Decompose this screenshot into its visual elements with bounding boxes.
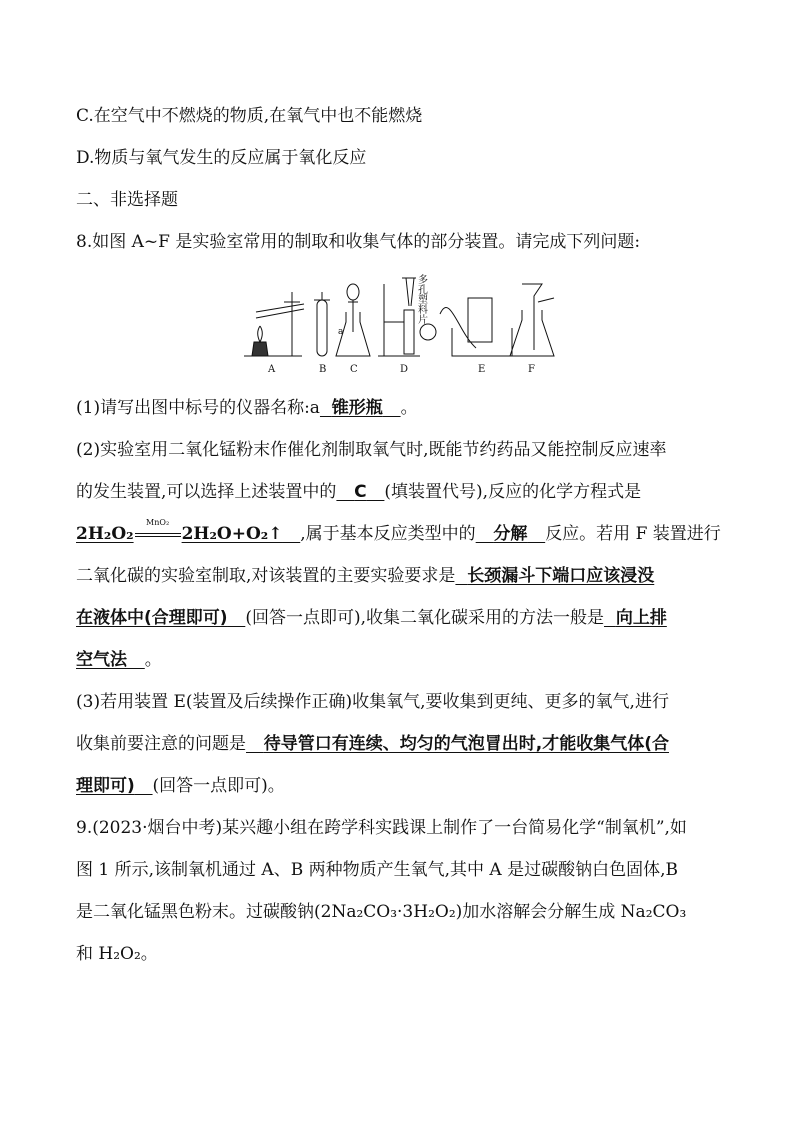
question-9-line2: 图 1 所示,该制氧机通过 A、B 两种物质产生氧气,其中 A 是过碳酸钠白色固体,B (76, 860, 678, 880)
question-9-line4: 和 H₂O₂。 (76, 944, 158, 964)
q8-part2-line3: 2H₂O₂ MnO₂ 2H₂O+O₂↑ ,属于基本反应类型中的 分解 反应。若用 F 装置进行 (76, 518, 721, 544)
q8-part3-line3: 理即可) (回答一点即可)。 (76, 776, 285, 796)
q8-part3-line2: 收集前要注意的问题是 待导管口有连续、均匀的气泡冒出时,才能收集气体(合 (76, 734, 669, 754)
section-heading: 二、非选择题 (76, 190, 178, 210)
q8-part2-line2: 的发生装置,可以选择上述装置中的 C (填装置代号),反应的化学方程式是 (76, 482, 642, 502)
label-C: C (350, 364, 358, 374)
answer-blank: 分解 (493, 524, 528, 544)
answer-blank: 锥形瓶 (331, 398, 383, 418)
label-D: D (400, 364, 409, 374)
option-c: C.在空气中不燃烧的物质,在氧气中也不能燃烧 (76, 106, 423, 126)
porous-plate-label: 多孔塑料片 (415, 274, 427, 324)
q8-part2-line4: 二氧化碳的实验室制取,对该装置的主要实验要求是 长颈漏斗下端口应该浸没 (76, 566, 655, 586)
label-F: F (528, 364, 535, 374)
question-8-stem: 8.如图 A~F 是实验室常用的制取和收集气体的部分装置。请完成下列问题: (76, 232, 641, 252)
apparatus-figure (240, 262, 560, 374)
question-9-line3: 是二氧化锰黑色粉末。过碳酸钠(2Na₂CO₃·3H₂O₂)加水溶解会分解生成 Na₂CO₃ (76, 902, 687, 922)
answer-blank: 理即可) (76, 776, 135, 796)
answer-blank: C (354, 482, 367, 502)
option-d: D.物质与氧气发生的反应属于氧化反应 (76, 148, 367, 168)
label-A: A (268, 364, 276, 374)
chemical-equation: 2H₂O₂ MnO₂ 2H₂O+O₂↑ (76, 518, 283, 544)
q8-part2-line5: 在液体中(合理即可) (回答一点即可),收集二氧化碳采用的方法一般是 向上排 (76, 608, 667, 628)
label-E: E (478, 364, 486, 374)
answer-blank: 待导管口有连续、均匀的气泡冒出时,才能收集气体(合 (263, 734, 669, 754)
answer-blank: 在液体中(合理即可) (76, 608, 228, 628)
q8-part3-line1: (3)若用装置 E(装置及后续操作正确)收集氧气,要收集到更纯、更多的氧气,进行 (76, 692, 669, 712)
svg-text:a: a (338, 327, 344, 337)
label-B: B (319, 364, 327, 374)
answer-blank: 向上排 (615, 608, 667, 628)
answer-blank: 长颈漏斗下端口应该浸没 (467, 566, 655, 586)
q8-part2-line1: (2)实验室用二氧化锰粉末作催化剂制取氧气时,既能节约药品又能控制反应速率 (76, 440, 667, 460)
q8-part1: (1)请写出图中标号的仪器名称:a 锥形瓶 。 (76, 398, 418, 418)
question-9-line1: 9.(2023·烟台中考)某兴趣小组在跨学科实践课上制作了一台简易化学“制氧机”,如 (76, 818, 687, 838)
q8-part2-line6: 空气法 。 (76, 650, 162, 670)
answer-blank: 空气法 (76, 650, 127, 670)
